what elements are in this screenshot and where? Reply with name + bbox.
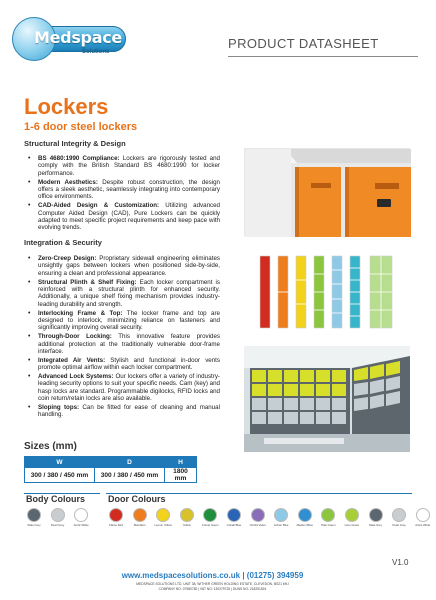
feature-item: • CAD-Aided Design & Customization: Utilizing advanced Computer Aided Design (CAD), Pure Lockers can be quickly adapted to meet specific project requirements and keep pace with evolving trends. xyxy=(28,202,220,232)
page-subtitle: 1-6 door steel lockers xyxy=(24,121,138,133)
medspace-logo xyxy=(12,14,132,62)
body-colours-heading: Body Colours xyxy=(26,494,86,504)
colour-name: Slate Grey xyxy=(368,523,383,527)
feature-item: • Integrated Air Vents: Stylish and functional in-door vents promote optimal airflow within each locker compartment. xyxy=(28,357,220,372)
colour-swatch xyxy=(318,508,338,527)
door-colours-heading: Door Colours xyxy=(108,494,166,504)
colour-name: Slate Grey xyxy=(27,523,41,527)
colour-dot xyxy=(369,508,383,522)
door-colour-swatches xyxy=(106,508,436,527)
locker-room-image xyxy=(244,346,410,452)
colour-name: Flame Red xyxy=(109,523,123,527)
colour-swatch xyxy=(177,508,197,527)
feature-item: • Advanced Lock Systems: Our lockers offer a variety of industry-leading security options to suit your specific needs. Cam (key) and hasp locks are standard. Programmable digilocks, RFID locks and coin return/retain locks are also available. xyxy=(28,373,220,403)
logo-text: Medspace xyxy=(34,28,122,47)
colour-dot xyxy=(203,508,217,522)
height-value: 1800 mm xyxy=(165,468,197,483)
colour-dot xyxy=(321,508,335,522)
colour-swatch xyxy=(271,508,291,527)
footer-company-info: COMPANY NO: 07980782 | VAT NO: 130379725 | DUNS NO: 218251524 xyxy=(158,587,267,591)
locker-variants-image xyxy=(244,252,410,332)
width-value: 300 / 380 / 450 mm xyxy=(25,468,95,483)
colour-dot xyxy=(227,508,241,522)
footer-contact-link[interactable]: www.medspacesolutions.co.uk | (01275) 394959 xyxy=(121,571,304,580)
page-title: Lockers xyxy=(24,94,109,119)
colour-dot xyxy=(345,508,359,522)
sizes-header-row xyxy=(25,457,197,468)
depth-header: D xyxy=(95,457,165,468)
feature-item: • Zero-Creep Design: Proprietary sidewall engineering eliminates unsightly gaps between lockers when positioned side-by-side, ensuring a clean and professional appearance. xyxy=(28,255,220,277)
security-feature-list xyxy=(28,255,220,420)
door-colours-panel xyxy=(106,493,431,529)
colour-swatch xyxy=(24,508,44,527)
colour-dot xyxy=(27,508,41,522)
width-header: W xyxy=(25,457,95,468)
colour-dot xyxy=(51,508,65,522)
feature-item: • Interlocking Frame & Top: The locker frame and top are designed to interlock, minimizing reliance on fasteners and significantly improving overall security. xyxy=(28,310,220,332)
colour-dot xyxy=(416,508,430,522)
colour-name: Medium Blue xyxy=(296,523,313,527)
colour-dot xyxy=(180,508,194,522)
section-heading-security: Integration & Security xyxy=(24,238,102,247)
colour-swatch xyxy=(71,508,91,527)
colour-dot xyxy=(133,508,147,522)
height-header: H xyxy=(165,457,197,468)
logo-subtext: Solutions xyxy=(82,49,110,55)
body-colours-panel xyxy=(24,493,100,529)
colour-dot xyxy=(392,508,406,522)
colour-swatch xyxy=(413,508,433,527)
colour-swatch xyxy=(153,508,173,527)
colour-swatch xyxy=(224,508,244,527)
feature-item: • Structural Plinth & Shelf Fixing: Each locker compartment is reinforced with a structural plinth for enhanced security. Additionally, a unique shelf fixing mechanism provides industry-leading durability and strength. xyxy=(28,279,220,309)
colour-name: Lime Green xyxy=(344,523,360,527)
colour-dot xyxy=(156,508,170,522)
structural-feature-list xyxy=(28,155,220,233)
colour-name: Lichen Blue xyxy=(273,523,289,527)
feature-item: • Through-Door Locking: This innovative feature provides additional protection at the traditionally vulnerable door-frame interface. xyxy=(28,333,220,355)
feature-item: • BS 4680:1990 Compliance: Lockers are rigorously tested and comply with the British Standard BS 4680:1990 for locker performance. xyxy=(28,155,220,177)
colour-name: Pearl Grey xyxy=(392,523,406,527)
footer-address: MEDSPACE SOLUTIONS LTD, UNIT 38, WITHER GREEN HOLDING ESTATE, CLEVEDON, BS21 6HJ xyxy=(136,582,289,586)
colour-swatch xyxy=(366,508,386,527)
colour-name: Arctic White xyxy=(415,523,431,527)
colour-name: Cobalt Blue xyxy=(226,523,242,527)
version-label: V1.0 xyxy=(392,558,409,567)
colour-name: Lemon Yellow xyxy=(154,523,172,527)
colour-swatch xyxy=(200,508,220,527)
colour-dot xyxy=(274,508,288,522)
colour-name: Yellow xyxy=(182,523,191,527)
colour-name: Arctic White xyxy=(73,523,89,527)
sizes-value-row xyxy=(25,468,197,483)
colour-swatch xyxy=(342,508,362,527)
locker-closeup-image xyxy=(244,148,410,236)
colour-swatch xyxy=(130,508,150,527)
colour-name: Mandarin xyxy=(133,523,146,527)
header-divider xyxy=(228,56,418,57)
feature-item: • Modern Aesthetics: Despite robust construction, the design offers a sleek aesthetic, seamlessly integrating into contemporary office environments. xyxy=(28,179,220,201)
colour-name: Forest Green xyxy=(202,523,219,527)
colour-dot xyxy=(298,508,312,522)
colour-swatch xyxy=(48,508,68,527)
colour-swatch xyxy=(248,508,268,527)
colour-swatch xyxy=(106,508,126,527)
section-heading-structural: Structural Integrity & Design xyxy=(24,139,126,148)
colour-dot xyxy=(251,508,265,522)
doc-type-heading: PRODUCT DATASHEET xyxy=(228,36,379,51)
body-colour-swatches xyxy=(24,508,95,527)
sizes-table xyxy=(24,456,197,483)
feature-item: • Sloping tops: Can be fitted for ease of cleaning and manual handling. xyxy=(28,404,220,419)
colour-name: Orchid Violet xyxy=(249,523,266,527)
sizes-heading: Sizes (mm) xyxy=(24,441,77,452)
colour-swatch xyxy=(389,508,409,527)
colour-dot xyxy=(109,508,123,522)
colour-dot xyxy=(74,508,88,522)
depth-value: 300 / 380 / 450 mm xyxy=(95,468,165,483)
colour-name: Pale Green xyxy=(321,523,336,527)
colour-name: Pearl Grey xyxy=(50,523,65,527)
colour-swatch xyxy=(295,508,315,527)
